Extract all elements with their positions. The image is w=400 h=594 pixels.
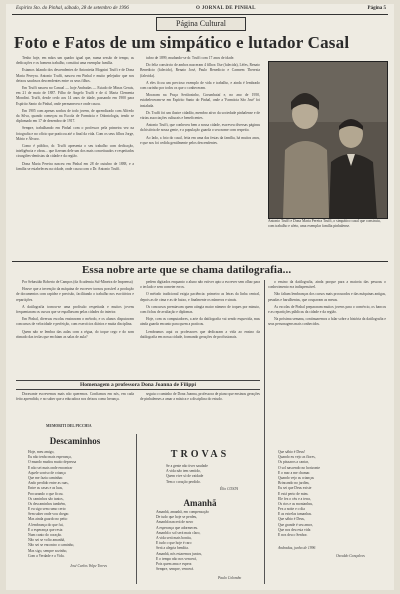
poem-line: E está perto de mim. <box>278 491 309 496</box>
feature-column-1 <box>16 56 134 256</box>
poem-line: Brincando no jardim, <box>278 481 310 486</box>
poem-line: Que me fazia caminhar. <box>28 475 64 480</box>
datilografia-column-2 <box>140 280 260 376</box>
paragraph: Não faltam lembranças dos cursos mais procurados e das máquinas antigas, pesadas e barulhentas, que ocupavam as mesas. <box>268 292 386 302</box>
main-headline: Foto e Fatos de um simpático e lutador Casal <box>14 33 350 52</box>
datilografia-column-3 <box>268 280 386 376</box>
poem-line: Amanhã nascerá de novo <box>156 520 194 525</box>
poem-line: Entre as casas e as luas, <box>28 486 64 491</box>
couple-photo <box>268 61 388 219</box>
newspaper-name: O JORNAL DE PINHAL <box>196 6 256 11</box>
poem-line: Os descaminhos também, <box>28 501 66 506</box>
poem-line: O sol nascendo no horizonte <box>278 465 320 470</box>
article-divider <box>12 261 388 262</box>
poem-line: A vida não tem sentido, <box>166 469 201 474</box>
column-rule-right <box>264 280 265 584</box>
newspaper-page <box>6 4 394 590</box>
poem-line: Não sei se encontro o caminho, <box>28 543 75 548</box>
paragraph: Em Pinhal, diversas escolas ensinavam o método, e os alunos disputavam concursos de velocidade e perfeição, com exercícios diários e muita disciplina. <box>16 317 134 327</box>
poem-line: Amanhã, amanhã, em compensação <box>156 510 209 514</box>
paragraph: o ensino da datilografia, ainda porque para a maioria das pessoas o conhecimento era indispensável. <box>268 280 386 290</box>
tribute-title: Homenagem a professora Dona Joanna de Filippi <box>16 380 260 390</box>
poem-line: Quando vejo as crianças <box>278 475 314 480</box>
poem-line: Amanhã o sol será mais claro, <box>156 530 201 535</box>
poem-line: Que sábio é Deus, <box>278 517 305 522</box>
poem-line: E nos deu o Senhor. <box>278 533 308 537</box>
poem-line: Não sei se volto amanhã, <box>28 538 65 543</box>
descaminhos-author: José Carlos Volpe Torres <box>70 564 107 568</box>
poem-line: E a esperança que resta <box>28 527 63 532</box>
paragraph: pedem digitados enquanto o aluno não estiver apto a escrever sem olhar para o teclado e sem cometer erros. <box>140 280 260 290</box>
paragraph: Por Sebastião Roberto de Campos (da Academia Sul-Mineira de Imprensa) <box>22 280 133 284</box>
trovas-poem <box>166 464 208 485</box>
paragraph: A eles ficou um precioso exemplo de vida e trabalho, e ainda é lembrado com carinho por todos os que o conheceram. <box>140 80 260 91</box>
amanha-poem <box>156 510 209 572</box>
tribute-intro: Doravante escrevemos mais não queremos. Confiamos em nós, em cada feito aprendido, e no saber que a educadora nos deixou como herança. <box>16 392 134 402</box>
poem-line: O mundo mudou muito depressa <box>28 460 77 465</box>
amanha-author: Paulo Colombo <box>218 576 242 580</box>
poem-line: Se a gente não tiver saudade <box>166 464 208 468</box>
paragraph: Lembramos aqui os professores que dedicaram a vida ao ensino da datilografia em nossa cidade, formando gerações de profissionais. <box>140 329 260 339</box>
datilografia-headline: Essa nobre arte que se chama datilografia... <box>82 264 292 276</box>
poem-line: Sempre, sempre, vencerá. <box>156 567 194 572</box>
poem-line: E o mar a me chamar. <box>278 470 311 475</box>
poem-line: A vida será mais bonita, <box>156 535 192 540</box>
paragraph: Em 1905 com apenas sonhos de todo jovem, de aprendizado com Alfredo da Silva, quando começou na Escola de Farmácia e Odontologia, tendo se diplomado em 17 de dezembro de 1917. <box>16 108 134 124</box>
trovas-author: Élio COSTA <box>220 487 239 491</box>
paragraph: tubro de 1899, mudando-se dr. Truffi com 17 anos de idade. <box>146 56 235 60</box>
poem-line: E as estrelas tamanhas. <box>278 512 312 517</box>
poem-line: Tem o coração perdido. <box>166 479 201 484</box>
poem-line: A esperança que adormeceu. <box>156 525 199 530</box>
poem-line: Num canto do coração. <box>28 533 63 537</box>
poem-line: Eu não tenho mais esperança, <box>28 455 72 460</box>
photo-caption: Antonio Truffi e Dona Maria Pereira Truffi, o simpático casal que construiu, com trabalho e afeto, uma exemplar família pinhalense. <box>268 219 381 228</box>
poem-line: Que nos deu esta vida <box>278 527 311 532</box>
paragraph: Em Truffi nasceu no Canoal — hoje Andradas — Estado de Minas Gerais, em 21 de maio de 1887. Filho de Angelo Truffi e de d. Maria Clementa Mondini. Truffi, desde cedo aos 14 anos de idade, passando em 1900 para Espírito Santo do Pinhal, onde permaneceu e onde casou. <box>16 86 134 106</box>
section-label: Página Cultural <box>156 17 246 31</box>
poem-line: A lembrança do que fui, <box>28 522 64 527</box>
poem-line: Aquele sorriso de criança <box>28 470 66 475</box>
poem-line: Com a Verdade e a Vida. <box>28 553 65 558</box>
paragraph: Dona Maria Pereira nasceu em Pinhal em 28 de outubro de 1888, e a família se estabeleceu na cidade, onde casou com o Dr. Antonio Truffi. <box>16 161 134 171</box>
poem-line: Será a alegria bendita. <box>156 546 189 551</box>
paragraph: Os concursos premiavam quem atingia maior número de toques por minuto, com fichas de avaliação e diplomas. <box>140 304 260 315</box>
poem-line: E o tempo não nos vencerá, <box>156 556 197 561</box>
paragraph: Quem não se lembra das aulas com a régua, do toque cego e do som ritmado das teclas que enchiam as salas de aula? <box>16 329 134 339</box>
descaminhos-poem <box>28 450 76 559</box>
poem-line: Os rios e as montanhas, <box>278 501 313 506</box>
paragraph: Tenho hoje, em mãos um quadro igual que, numa sessão de tempo, as dedicações e os homens trabalho, constitui uma exemplar família. <box>16 56 134 66</box>
poem-line: E tudo o que hoje é raro <box>156 541 192 546</box>
poem-line: Quem vive só de vaidade <box>166 474 204 479</box>
paragraph: Estamos falando dos descendentes de Antonietta Mognini Truffi e de Dona Maria Pereyra. Antonio Truffi, nasceu em Pinhal e muito pelejador que nos deixou saudosos descendentes entre os seus filhos. <box>16 68 134 83</box>
poem-line: Que grande é seu amor, <box>278 522 313 527</box>
paragraph: A datilografia tornou-se uma profissão respeitada e muitos jovens frequentaram os cursos que se espalhavam pelas cidades do interior. <box>16 304 134 315</box>
poem-line: Ando perdido entre as ruas, <box>28 481 69 486</box>
poem-line: Hoje, meu amigo, <box>28 450 55 454</box>
paragraph: Hoje, com os computadores, a arte da datilografia vai sendo esquecida, mas ainda guarda encanto para quem a praticou. <box>140 317 260 327</box>
poem-line: Sem saber onde vou chegar. <box>28 512 70 517</box>
poem-line: E eu sigo sem rumo certo <box>28 507 66 512</box>
descaminhos-title: Descaminhos <box>49 436 101 446</box>
page-number: Página 5 <box>367 6 386 11</box>
page-header <box>6 4 394 14</box>
poem-line: Fez a noite e o dia <box>278 507 305 512</box>
paragraph: Na próxima semana, continuaremos a falar sobre a história da datilografia e seus personagens mais conhecidos. <box>268 317 386 327</box>
paragraph: Do feliz consórcio de ambos nasceram 4 filhos: Ilse (falecida), Léfes, Renato Benedicto (falecido), Renato José, Paulo Benedicto e Carmem Therezia (falecida). <box>140 63 260 78</box>
amanha-title: Amanhã <box>183 498 217 508</box>
poem-line: Que sábio é Deus! <box>278 450 306 454</box>
paragraph: Antonio Truffi, que conheceu bem a nossa cidade, escreveu diversas páginas da história de nossa gente, e a população guarda o seu nome com respeito. <box>140 123 260 133</box>
right-poem <box>278 450 320 538</box>
paragraph: Moraram na Praça Sertãozinho, Corumbataí e, no ano de 1950, estabeleceram-se em Espírito Santo do Pinhal, onde a 'Farmácia São José' foi instalada. <box>140 93 260 108</box>
trovas-title: TROVAS <box>170 449 230 460</box>
poem-line: Eu sei que Deus existe <box>278 486 312 491</box>
header-rule <box>12 14 388 15</box>
poem-line: Pois quem ama e espera <box>156 561 192 566</box>
column-rule <box>136 434 137 584</box>
poem-line: Os pássaros a cantar, <box>278 460 309 465</box>
right-poem-author: Osvaldo Gonçalves <box>336 554 365 558</box>
poem-line: Quando eu vejo as flores, <box>278 455 316 460</box>
header-date: Espírito Sto. do Pinhal, sábado, 28 de setembro de 1996 <box>16 6 129 11</box>
paragraph: Houve que a invenção da máquina de escrever tornou possível a produção de documentos com rapidez e precisão, facilitando o trabalho nos escritórios e repartições. <box>16 287 134 302</box>
datilografia-column-1 <box>16 280 134 376</box>
right-poem-closing: Andradas, junho de 1996 <box>278 546 316 550</box>
poem-line: Mas sigo, sempre sozinho, <box>28 548 68 553</box>
feature-column-2 <box>140 56 260 256</box>
poem-line: De tudo que hoje se perdeu, <box>156 515 198 520</box>
tribute-text-right: seguiu o caminho de Dona Joanna, professora de piano que ensinou gerações de pinhalenses a amar a música e a disciplina do estudo. <box>140 392 260 402</box>
paragraph: Sempre, trabalhando em Pinhal com o professor pela primeira vez na fotografia e no ofício que praticou até o final da vida. Com os seus filhos Jorge, Mário e Álvaro. <box>16 126 134 141</box>
poem-line: Os caminhos são tantos, <box>28 496 64 501</box>
paragraph: Como é público, dr. Truffi apresenta o seu trabalho com dedicação, inteligência e obras... que fizeram dele um dos mais conceituados e respeitados cirurgiões-dentistas da cidade e da região. <box>16 144 134 159</box>
paragraph: As escolas de Pinhal prepararam muitos jovens para o comércio, os bancos e as repartições públicas da cidade e da região. <box>268 304 386 315</box>
paragraph: Dr. Truffi foi um ilustre cidadão, membro ativo da sociedade pinhalense e de várias associações culturais e beneficentes. <box>140 110 260 121</box>
couple-photo-image <box>269 62 387 218</box>
poem-line: Ele fez o céu e a terra, <box>278 496 311 501</box>
poem-line: Mas ainda guardo no peito <box>28 517 68 522</box>
poem-line: Procurando o que ficou. <box>28 491 64 496</box>
tribute-signature: MEMORITI DEL PICCHIA <box>46 424 92 428</box>
paragraph: Ao lado, a foto do casal, feita em uma das festas da família, há muitos anos, e que nos foi cedida gentilmente pelos descendentes. <box>140 135 260 145</box>
poem-line: E não sei mais onde encontrar <box>28 465 73 470</box>
paragraph: O método tradicional exigia paciência: primeiro as letras da linha central, depois as de cima e as de baixo, e finalmente os números e sinais. <box>140 292 260 302</box>
poem-line: Amanhã, nós estaremos juntos, <box>156 551 202 556</box>
